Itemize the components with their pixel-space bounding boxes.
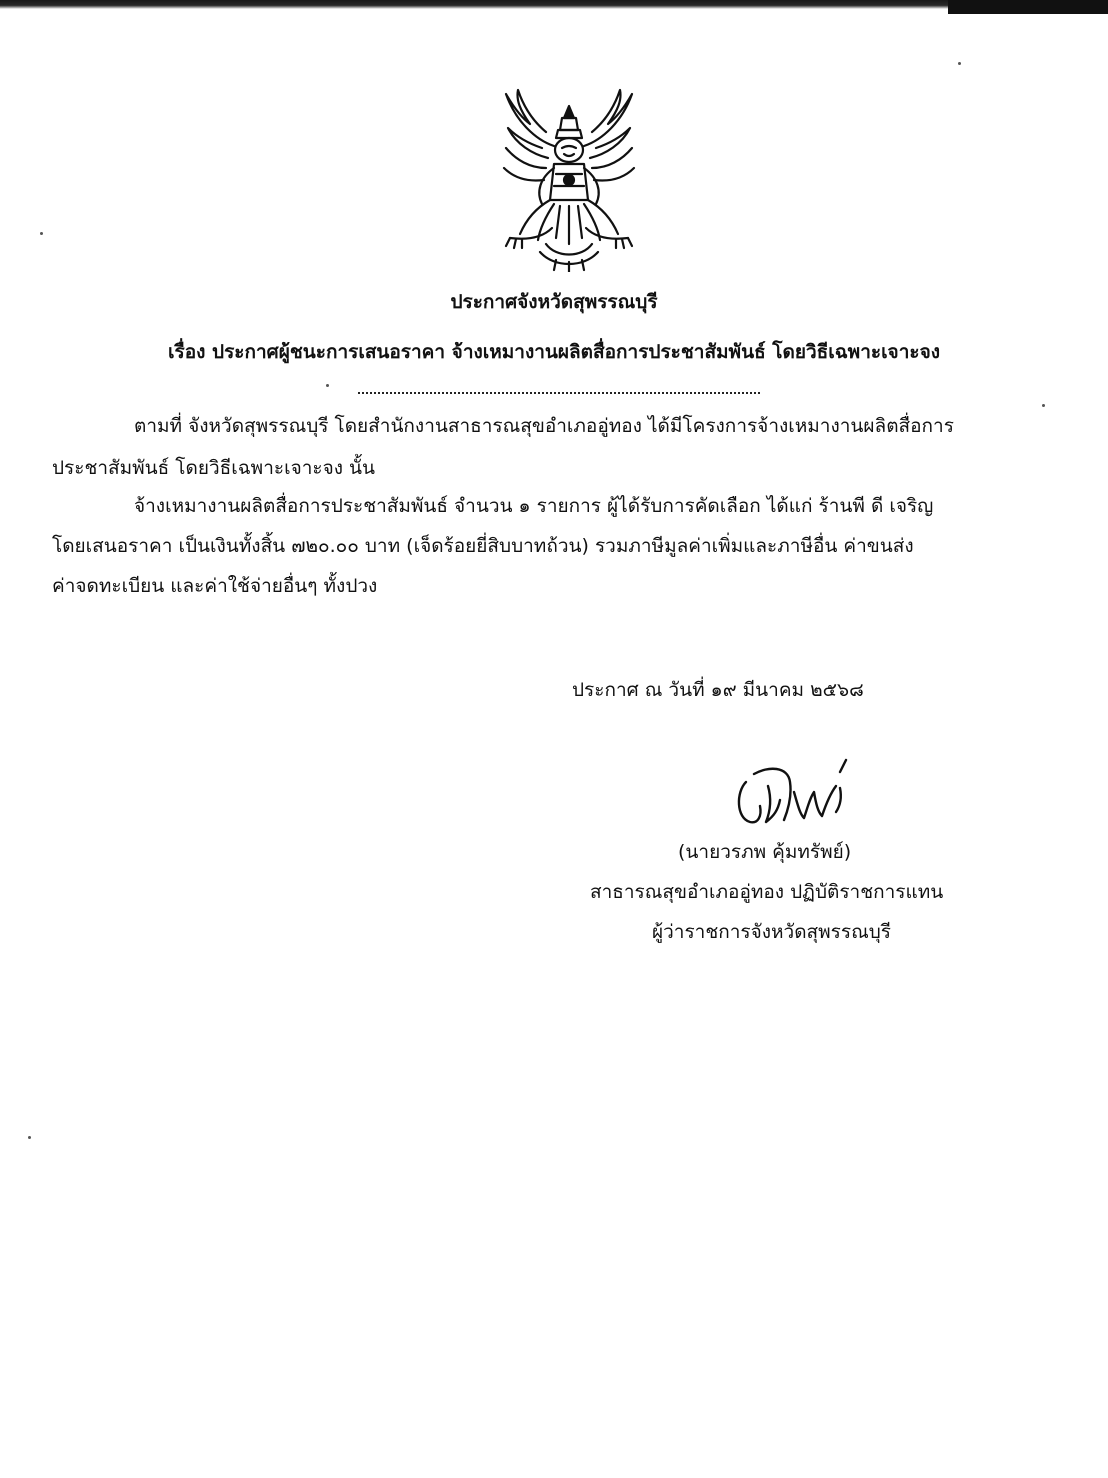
scan-speck xyxy=(326,384,329,387)
signatory-name: (นายวรภพ คุ้มทรัพย์) xyxy=(678,841,852,863)
garuda-emblem-icon xyxy=(496,88,642,272)
scan-top-edge xyxy=(0,0,1108,9)
scan-speck xyxy=(1042,404,1045,407)
signatory-position-line-1: สาธารณสุขอำเภออู่ทอง ปฏิบัติราชการแทน xyxy=(590,881,944,903)
announcement-date: ประกาศ ณ วันที่ ๑๙ มีนาคม ๒๕๖๘ xyxy=(572,679,864,701)
scan-top-right-edge xyxy=(948,0,1108,14)
document-subject: เรื่อง ประกาศผู้ชนะการเสนอราคา จ้างเหมางานผลิตสื่อการประชาสัมพันธ์ โดยวิธีเฉพาะเจาะจง xyxy=(168,341,940,363)
dotted-divider xyxy=(358,392,760,394)
paragraph-2-line-1: จ้างเหมางานผลิตสื่อการประชาสัมพันธ์ จำนวน ๑ รายการ ผู้ได้รับการคัดเลือก ได้แก่ ร้านพี ดี เจริญ xyxy=(134,495,934,517)
document-title: ประกาศจังหวัดสุพรรณบุรี xyxy=(450,291,658,313)
paragraph-1-line-2: ประชาสัมพันธ์ โดยวิธีเฉพาะเจาะจง นั้น xyxy=(52,457,376,479)
signatory-position-line-2: ผู้ว่าราชการจังหวัดสุพรรณบุรี xyxy=(652,921,891,943)
handwritten-signature-icon xyxy=(728,752,874,832)
paragraph-1-line-1: ตามที่ จังหวัดสุพรรณบุรี โดยสำนักงานสาธารณสุขอำเภออู่ทอง ได้มีโครงการจ้างเหมางานผลิตสื่อการ xyxy=(134,415,954,437)
paragraph-2-line-2: โดยเสนอราคา เป็นเงินทั้งสิ้น ๗๒๐.๐๐ บาท (เจ็ดร้อยยี่สิบบาทถ้วน) รวมภาษีมูลค่าเพิ่มและภาษีอื่น ค่าขนส่ง xyxy=(52,535,914,557)
paragraph-2-line-3: ค่าจดทะเบียน และค่าใช้จ่ายอื่นๆ ทั้งปวง xyxy=(52,575,378,597)
scan-speck xyxy=(40,232,43,235)
scan-speck xyxy=(28,1136,31,1139)
scan-speck xyxy=(958,62,961,65)
